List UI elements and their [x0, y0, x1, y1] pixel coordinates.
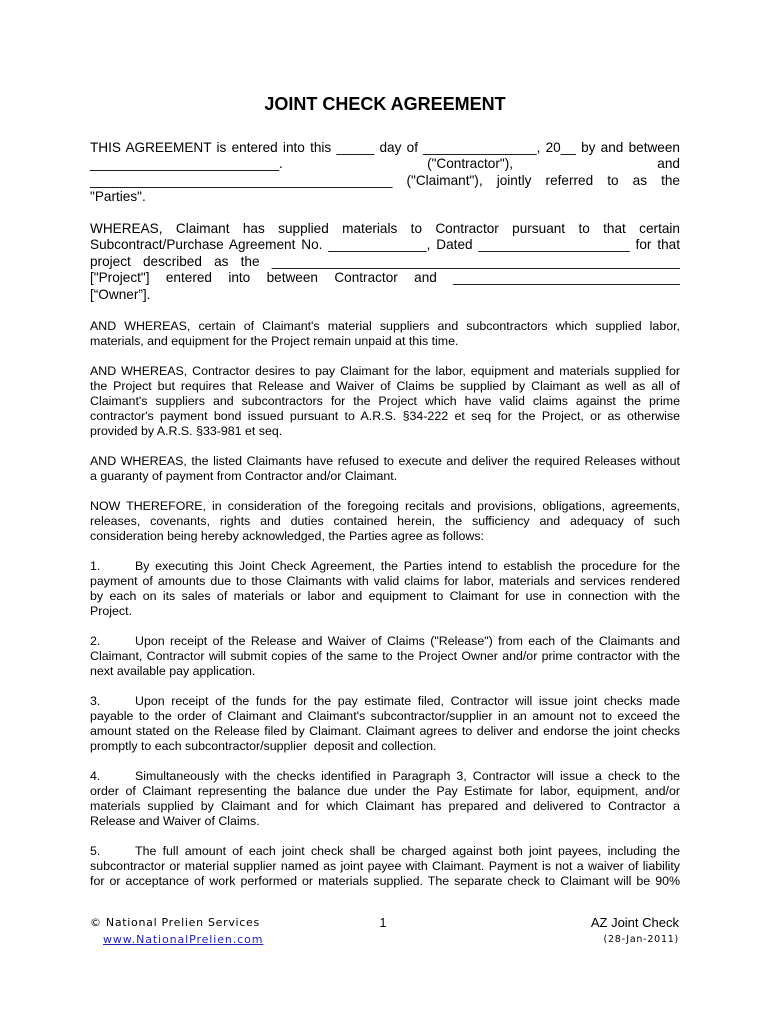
clause-text: The full amount of each joint check shall be charged against both joint payees, including the	[135, 843, 680, 858]
recital-line: Claimant's suppliers and subcontractors for the Project which have valid claims against the prime	[90, 393, 680, 408]
clause-text: Upon receipt of the funds for the pay estimate filed, Contractor will issue joint checks made	[135, 693, 680, 708]
clause-4	[90, 769, 680, 829]
website-link[interactable]: www.NationalPrelien.com	[103, 933, 264, 946]
now-therefore-line: NOW THEREFORE, in consideration of the foregoing recitals and provisions, obligations, agreements,	[90, 498, 680, 513]
whereas-line: project described as the ______________________________________________________	[90, 253, 680, 269]
now-therefore-paragraph	[90, 499, 680, 544]
clause-1	[90, 559, 680, 619]
clause-line: payable to the order of Claimant and Claimant's subcontractor/supplier in an amount not to exceed the	[90, 708, 680, 723]
intro-paragraph	[90, 140, 680, 206]
recital-paragraph	[90, 319, 680, 349]
clause-line: by each on its sales of materials or labor and equipment to Claimant for use in connection with the	[90, 588, 680, 603]
footer-date: (28-Jan-2011)	[603, 934, 679, 945]
clause-line	[90, 769, 680, 784]
clause-line: order of Claimant representing the balance due under the Pay Estimate for labor, equipment, and/or	[90, 783, 680, 798]
now-therefore-line: consideration being hereby acknowledged, the Parties agree as follows:	[90, 528, 484, 543]
clause-number: 3.	[90, 693, 101, 708]
whereas-line: ["Project"] entered into between Contractor and ______________________________	[90, 270, 680, 286]
clause-line: payment of amounts due to those Claimants with valid claims for labor, materials and services rendered	[90, 573, 680, 588]
footer-page-number: 1	[379, 915, 387, 930]
clause-text: Upon receipt of the Release and Waiver of Claims ("Release") from each of the Claimants and	[135, 633, 680, 648]
whereas-line: Subcontract/Purchase Agreement No. _____________, Dated ____________________ for that	[90, 237, 680, 253]
intro-line: _________________________. ("Contractor"), and	[90, 156, 680, 172]
clause-line: materials supplied by Claimant and for which Claimant has prepared and delivered to Contractor a	[90, 798, 680, 813]
clause-line: Project.	[90, 603, 133, 618]
clause-line	[90, 844, 680, 859]
clause-number: 4.	[90, 768, 101, 783]
clause-line: next available pay application.	[90, 663, 256, 678]
intro-line: ________________________________________ ("Claimant"), jointly referred to as the	[90, 172, 680, 188]
whereas-line: WHEREAS, Claimant has supplied materials to Contractor pursuant to that certain	[90, 221, 680, 236]
intro-line: THIS AGREEMENT is entered into this _____ day of _______________, 20__ by and between	[90, 140, 680, 155]
clause-line: Release and Waiver of Claims.	[90, 813, 260, 828]
clause-line	[90, 694, 680, 709]
whereas-line: [“Owner”].	[90, 286, 151, 302]
clause-line: Claimant, Contractor will submit copies of the same to the Project Owner and/or prime contractor with the	[90, 648, 680, 663]
clause-line: subcontractor or material supplier named as joint payee with Claimant. Payment is not a waiver of liability	[90, 858, 680, 873]
clause-number: 5.	[90, 843, 101, 858]
recital-line: materials, and equipment for the Project remain unpaid at this time.	[90, 333, 459, 348]
recital-paragraph	[90, 364, 680, 439]
clause-text: Simultaneously with the checks identified in Paragraph 3, Contractor will issue a check to the	[135, 768, 680, 783]
recital-line: AND WHEREAS, Contractor desires to pay Claimant for the labor, equipment and materials supplied for	[90, 363, 680, 378]
clause-line	[90, 634, 680, 649]
clause-line	[90, 559, 680, 574]
clause-line: amount stated on the Release filed by Claimant. Claimant agrees to deliver and endorse the joint checks	[90, 723, 680, 738]
clause-number: 2.	[90, 633, 101, 648]
recital-paragraph	[90, 454, 680, 484]
recital-line: AND WHEREAS, certain of Claimant's material suppliers and subcontractors which supplied labor,	[90, 318, 680, 333]
clause-line: for or acceptance of work performed or materials supplied. The separate check to Claimant will be 90%	[90, 873, 680, 888]
intro-line: "Parties".	[90, 189, 146, 205]
recital-line: provided by A.R.S. §33-981 et seq.	[90, 423, 283, 438]
recital-line: a guaranty of payment from Contractor and/or Claimant.	[90, 468, 398, 483]
clause-5	[90, 844, 680, 889]
whereas-paragraph	[90, 221, 680, 303]
recital-line: AND WHEREAS, the listed Claimants have refused to execute and deliver the required Releases without	[90, 453, 680, 468]
recital-line: contractor's payment bond issued pursuant to A.R.S. §34-222 et seq for the Project, or as otherwise	[90, 408, 680, 423]
clause-3	[90, 694, 680, 754]
footer-copyright: © National Prelien Services	[90, 916, 260, 929]
footer-form-name: AZ Joint Check	[590, 915, 679, 930]
now-therefore-line: releases, covenants, rights and duties contained herein, the sufficiency and adequacy of such	[90, 513, 680, 528]
recital-line: the Project but requires that Release and Waiver of Claims be supplied by Claimant as well as all of	[90, 378, 680, 393]
clause-2	[90, 634, 680, 679]
document-title: JOINT CHECK AGREEMENT	[264, 94, 506, 114]
clause-number: 1.	[90, 558, 101, 573]
clause-text: By executing this Joint Check Agreement, the Parties intend to establish the procedure for the	[135, 558, 680, 573]
clause-line: promptly to each subcontractor/supplier deposit and collection.	[90, 738, 437, 753]
